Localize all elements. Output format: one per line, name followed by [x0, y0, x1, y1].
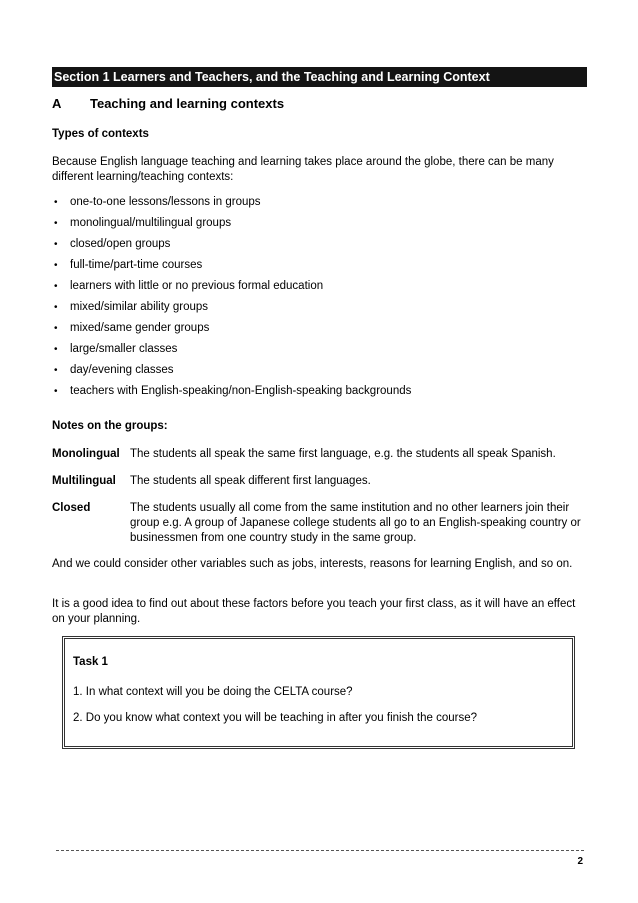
list-item: • teachers with English-speaking/non-English-speaking backgrounds — [54, 385, 412, 397]
list-item: • mixed/similar ability groups — [54, 301, 209, 313]
section-heading — [52, 96, 284, 111]
context-list — [52, 195, 587, 405]
task-box — [62, 636, 575, 749]
bullet-icon: • — [54, 239, 58, 250]
section-heading-letter: A — [52, 96, 62, 111]
bullet-icon: • — [54, 302, 58, 313]
bullet-icon: • — [54, 197, 58, 208]
variables-paragraph: And we could consider other variables such as jobs, interests, reasons for learning English, and so on. — [52, 558, 573, 570]
types-heading: Types of contexts — [52, 128, 149, 140]
bullet-icon: • — [54, 218, 58, 229]
note-definition: The students all speak different first languages. — [130, 475, 371, 487]
note-term: Multilingual — [52, 475, 116, 487]
bullet-icon: • — [54, 281, 58, 292]
bullet-icon: • — [54, 323, 58, 334]
bullet-icon: • — [54, 386, 58, 397]
notes-heading: Notes on the groups: — [52, 420, 168, 432]
list-item: • day/evening classes — [54, 364, 174, 376]
note-definition: The students usually all come from the same institution and no other learners join their group e.g. A group of Japanese college students all go to an English-speaking country or businessmen from one country study in the same group. — [130, 502, 581, 544]
bullet-icon: • — [54, 260, 58, 271]
task-title: Task 1 — [73, 656, 108, 668]
bullet-icon: • — [54, 344, 58, 355]
note-term: Monolingual — [52, 448, 120, 460]
list-item: • monolingual/multilingual groups — [54, 217, 232, 229]
note-term: Closed — [52, 502, 91, 514]
list-item: • learners with little or no previous formal education — [54, 280, 324, 292]
list-item: • closed/open groups — [54, 238, 171, 250]
note-definition: The students all speak the same first language, e.g. the students all speak Spanish. — [130, 448, 556, 460]
footer-divider — [56, 850, 584, 851]
list-item: • full-time/part-time courses — [54, 259, 203, 271]
intro-paragraph: Because English language teaching and learning takes place around the globe, there can be many different learning/teaching contexts: — [52, 156, 554, 183]
factors-paragraph: It is a good idea to find out about these factors before you teach your first class, as it will have an effect on your planning. — [52, 598, 576, 625]
section-heading-title: Teaching and learning contexts — [90, 96, 285, 111]
task-question-1: 1. In what context will you be doing the CELTA course? — [73, 686, 353, 698]
list-item: • large/smaller classes — [54, 343, 178, 355]
list-item: • one-to-one lessons/lessons in groups — [54, 196, 261, 208]
bullet-icon: • — [54, 365, 58, 376]
task-question-2: 2. Do you know what context you will be teaching in after you finish the course? — [73, 712, 478, 724]
page-number: 2 — [577, 856, 583, 867]
list-item: • mixed/same gender groups — [54, 322, 210, 334]
section-title-bar: Section 1 Learners and Teachers, and the Teaching and Learning Context — [52, 67, 587, 87]
